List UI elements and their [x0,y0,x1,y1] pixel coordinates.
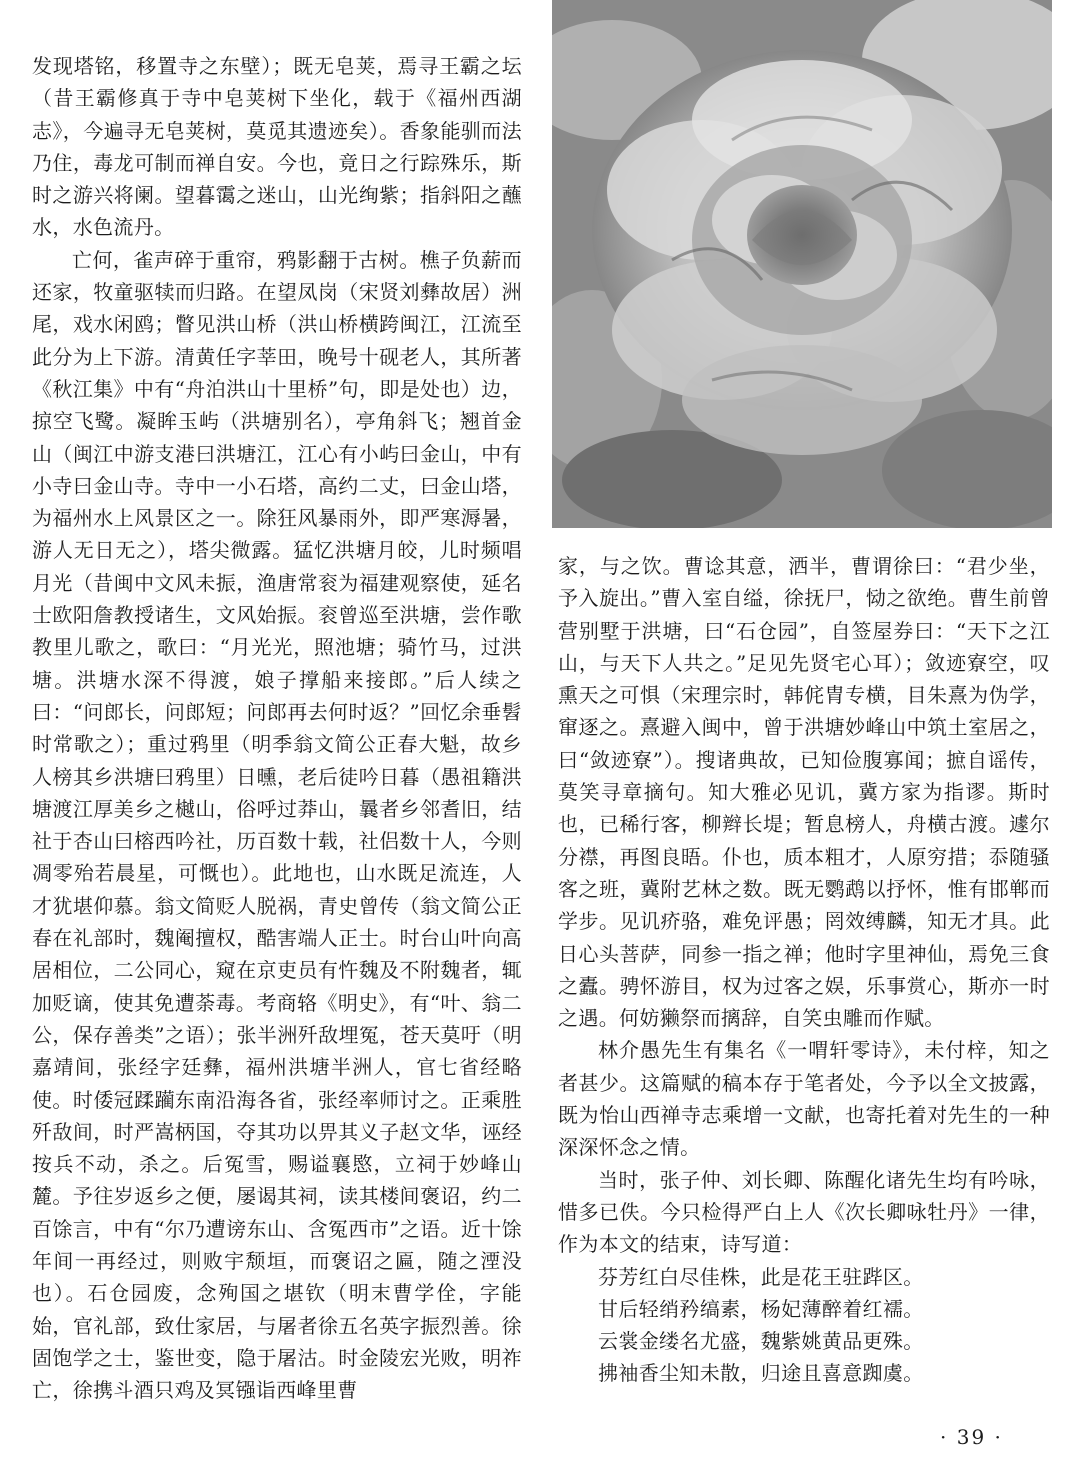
body-paragraph: 林介愚先生有集名《一喟轩零诗》，未付梓，知之者甚少。这篇赋的稿本存于笔者处，今予以全文披露，既为怡山西禅寺志乘增一文献，也寄托着对先生的一种深深怀念之情。 [558,1038,1050,1160]
body-paragraph: 家，与之饮。曹谂其意，洒半，曹谓徐曰：“君少坐，予入旋出。”曹入室自缢，徐抚尸，恸之欲绝。曹生前曾营别墅于洪塘，曰“石仓园”，自签屋券曰：“天下之江山，与天下人共之。”足见先贤宅心耳）；敛迹寮空，叹熏天之可惧（宋理宗时，韩侂胄专横，目朱熹为伪学，窜逐之。熹避入闽中，曾于洪塘妙峰山中筑土室居之，曰“敛迹寮”）。搜诸典故，已知俭腹寡闻；摭自谣传，莫笑寻章摘句。知大雅必见讥，冀方家为指谬。斯时也，已稀行客，柳辫长堤；暂息榜人，舟横古渡。遽尔分襟，再图良晤。仆也，质本粗才，人原穷措；忝随骚客之班，冀附艺林之数。既无鹦鹉以抒怀，惟有邯郸而学步。见讥疥骆，难免评愚；罔效缚麟，知无才具。此日心头菩萨，同参一指之禅；他时字里神仙，焉免三食之蠹。骋怀游目，权为过客之娱，乐事赏心，斯亦一时之遇。何妨獭祭而摛辞，自笑虫雕而作赋。 [558,554,1050,1031]
peony-photo [552,0,1052,528]
body-paragraph: 发现塔铭，移置寺之东壁）；既无皂荚，焉寻王霸之坛（昔王霸修真于寺中皂荚树下坐化，载于《福州西湖志》，今遍寻无皂荚树，莫觅其遗迹矣）。香象能驯而法乃住，毒龙可制而禅自安。今也，竟日之行踪殊乐，斯时之游兴将阑。望暮霭之迷山，山光绚紫；指斜阳之蘸水，水色流丹。 [32,54,522,240]
right-column [558,550,1050,1390]
body-paragraph: 当时，张子仲、刘长卿、陈醒化诸先生均有吟咏，惜多已佚。今只检得严白上人《次长卿咏牡丹》一律，作为本文的结束，诗写道： [558,1167,1050,1257]
poem-line: 云裳金缕名尤盛，魏紫姚黄品更殊。 [598,1329,924,1354]
poem-line: 甘后轻绡矜缟素，杨妃薄醉着红襦。 [598,1296,924,1321]
poem-line: 芬芳红白尽佳株，此是花王驻跸区。 [598,1264,924,1289]
body-paragraph: 亡何，雀声碎于重帘，鸦影翻于古树。樵子负薪而还家，牧童驱犊而归路。在望凤岗（宋贤刘彝故居）洲尾，戏水闲鸥；瞥见洪山桥（洪山桥横跨闽江，江流至此分为上下游。清黄任字莘田，晚号十砚老人，其所著《秋江集》中有“舟泊洪山十里桥”句，即是处也）边，掠空飞鹭。凝眸玉屿（洪塘别名），亭角斜飞；翘首金山（闽江中游支港曰洪塘江，江心有小屿曰金山，中有小寺曰金山寺。寺中一小石塔，高约二丈，曰金山塔，为福州水上风景区之一。除狂风暴雨外，即严寒溽暑，游人无日无之），塔尖微露。猛忆洪塘月皎，儿时频唱月光（昔闽中文风未振，渔唐常衮为福建观察使，延名士欧阳詹教授诸生，文风始振。衮曾巡至洪塘，尝作歌教里儿歌之，歌曰：“月光光，照池塘；骑竹马，过洪塘。洪塘水深不得渡，娘子撑船来接郎。”后人续之曰：“问郎长，问郎短；问郎再去何时返？”回忆余垂髫时常歌之）；重过鸦里（明季翁文简公正春大魁，故乡人榜其乡洪塘曰鸦里）日曛，老后徒吟日暮（愚祖籍洪塘渡江厚美乡之樾山，俗呼过莽山，曩者乡邻耆旧，结社于杏山曰榕西吟社，历百数十载，社侣数十人，今则凋零殆若晨星，可慨也）。此地也，山水既足流连，人才犹堪仰慕。翁文简贬人脱祸，青史曾传（翁文简公正春在礼部时，魏阉擅权，酷害端人正士。时台山叶向高居相位，二公同心，窥在京吏员有忤魏及不附魏者，辄加贬谪，使其免遭荼毒。考商辂《明史》，有“叶、翁二公，保存善类”之语）；张半洲歼敌埋冤，苍天莫吁（明嘉靖间，张经字廷彝，福州洪塘半洲人，官七省经略使。时倭冠蹂躏东南沿海各省，张经率师讨之。正乘胜歼敌间，时严嵩柄国，夺其功以畀其义子赵文华，诬经按兵不动，杀之。后冤雪，赐谥襄愍，立祠于妙峰山麓。予往岁返乡之便，屡谒其祠，读其楼间褒诏，约二百馀言，中有“尔乃遭谤东山、含冤西市”之语。近十馀年间一再经过，则败宇颓垣，而褒诏之匾，随之湮没也）。石仓园废，念殉国之堪钦（明末曹学佺，字能始，官礼部，致仕家居，与屠者徐五名英字振烈善。徐固饱学之士，鉴世变，隐于屠沽。时金陵宏光败，明祚亡，徐携斗酒只鸡及冥镪诣西峰里曹 [32,247,522,1403]
poem [558,1261,1050,1390]
page-number: · 39 · [940,1425,1003,1449]
poem-line: 拂袖香尘知未散，归途且喜意踟虞。 [598,1361,924,1386]
left-column [32,50,522,1406]
peony-illustration [552,0,1052,528]
